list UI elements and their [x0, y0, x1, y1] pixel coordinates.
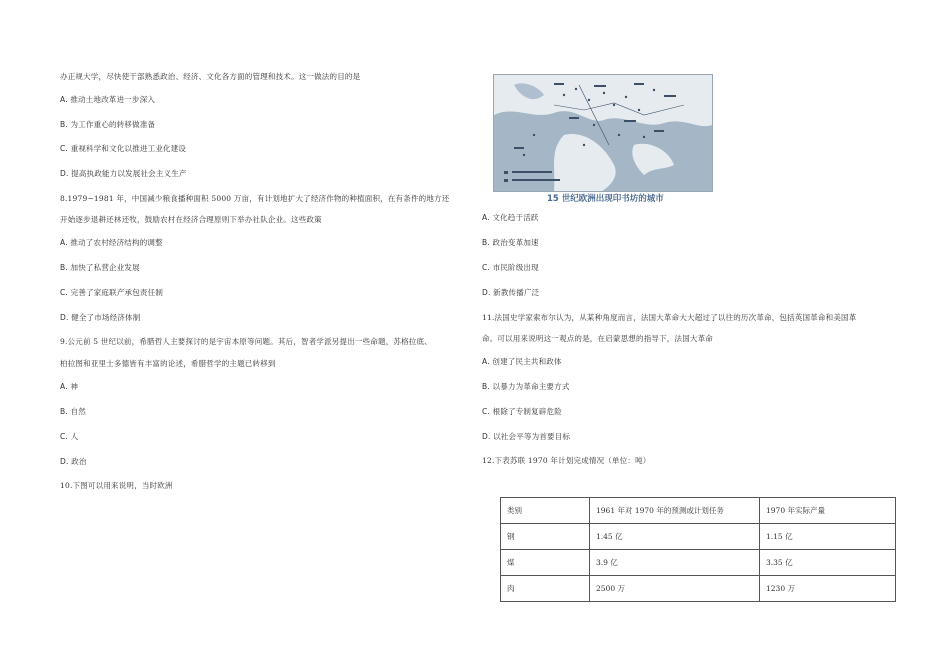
- q10-option-d[interactable]: [482, 288, 539, 298]
- option-text: 以暴力为革命主要方式: [492, 382, 570, 391]
- option-letter: A.: [60, 238, 68, 247]
- option-letter: C.: [60, 288, 69, 297]
- option-text: 新教传播广泛: [493, 288, 540, 297]
- option-letter: D.: [482, 432, 491, 441]
- option-letter: B.: [60, 120, 68, 129]
- option-letter: A.: [60, 382, 68, 391]
- option-letter: D.: [60, 169, 69, 178]
- option-text: 加快了私营企业发展: [70, 263, 140, 272]
- option-letter: D.: [60, 457, 69, 466]
- table-cell: 煤: [501, 550, 590, 576]
- option-letter: B.: [482, 238, 490, 247]
- q8-option-a[interactable]: [60, 238, 163, 248]
- q10-option-b[interactable]: [482, 238, 539, 248]
- option-letter: D.: [60, 313, 69, 322]
- q7-option-c[interactable]: [60, 144, 186, 154]
- option-letter: A.: [482, 357, 490, 366]
- q8-option-c[interactable]: [60, 288, 163, 298]
- option-text: 政治: [71, 457, 87, 466]
- option-text: 推动了农村经济结构的调整: [70, 238, 163, 247]
- option-text: 创建了民主共和政体: [492, 357, 562, 366]
- q10-intro: 10.下图可以用来说明，当时欧洲: [60, 481, 173, 490]
- table-cell: 3.35 亿: [760, 550, 896, 576]
- option-text: 文化趋于活跃: [492, 213, 539, 222]
- option-text: 根除了专制复辟危险: [492, 407, 562, 416]
- q9-option-c[interactable]: [60, 432, 78, 442]
- soviet-plan-table: [500, 497, 896, 602]
- q9-option-d[interactable]: [60, 457, 87, 467]
- q8-option-d[interactable]: [60, 313, 140, 323]
- map-caption: 15 世纪欧洲出现印书坊的城市: [547, 194, 664, 204]
- q12-intro: 12.下表苏联 1970 年计划完成情况（单位：吨）: [482, 456, 651, 465]
- option-text: 自然: [70, 407, 86, 416]
- table-cell: 1.45 亿: [590, 524, 760, 550]
- q11-option-a[interactable]: [482, 357, 562, 367]
- option-letter: C.: [482, 407, 491, 416]
- option-text: 市民阶级出现: [492, 263, 539, 272]
- table-cell: 钢: [501, 524, 590, 550]
- q8-option-b[interactable]: [60, 263, 140, 273]
- option-letter: D.: [482, 288, 491, 297]
- option-text: 政治变革加速: [492, 238, 539, 247]
- table-row: [501, 524, 896, 550]
- q7-option-a[interactable]: [60, 95, 155, 105]
- q10-option-a[interactable]: [482, 213, 539, 223]
- q9-option-a[interactable]: [60, 382, 78, 392]
- map-illustration: [494, 75, 712, 191]
- q9-stem-line1: 9.公元前 5 世纪以前，希腊哲人主要探讨的是宇宙本原等问题。其后，智者学派另提出一些命题，苏格拉底、: [60, 337, 432, 346]
- table-cell: 2500 万: [590, 576, 760, 602]
- q11-option-c[interactable]: [482, 407, 562, 417]
- option-text: 提高执政能力以发展社会主义生产: [71, 169, 187, 178]
- q11-stem-line1: 11.法国史学家索布尔认为，从某种角度而言，法国大革命大大超过了以往的历次革命，包括英国革命和美国革: [482, 313, 857, 322]
- option-letter: C.: [482, 263, 491, 272]
- option-text: 人: [70, 432, 79, 441]
- q8-stem-line1: 8.1979~1981 年，中国减少粮食播种面积 5000 万亩，有计划地扩大了经济作物的种植面积，在有条件的地方还: [60, 194, 450, 203]
- table-row: [501, 550, 896, 576]
- option-letter: B.: [60, 407, 68, 416]
- table-row: [501, 576, 896, 602]
- option-text: 神: [70, 382, 79, 391]
- table-header-cell: 类别: [501, 498, 590, 524]
- europe-printing-map: [493, 74, 713, 192]
- option-text: 以社会平等为首要目标: [493, 432, 571, 441]
- table-header-cell: 1970 年实际产量: [760, 498, 896, 524]
- option-text: 健全了市场经济体制: [71, 313, 141, 322]
- option-text: 推动土地改革进一步深入: [70, 95, 156, 104]
- option-text: 为工作重心的转移做准备: [70, 120, 156, 129]
- table-cell: 1230 万: [760, 576, 896, 602]
- table-header-row: [501, 498, 896, 524]
- q8-stem-line2: 开始逐步退耕还林还牧，鼓励农村在经济合理原则下举办社队企业。这些政策: [60, 215, 322, 224]
- option-letter: B.: [482, 382, 490, 391]
- q9-stem-line2: 柏拉图和亚里士多德皆有丰富的论述，希腊哲学的主题已转移到: [60, 359, 276, 368]
- option-letter: C.: [60, 144, 69, 153]
- option-text: 完善了家庭联产承包责任制: [70, 288, 164, 297]
- option-letter: A.: [60, 95, 68, 104]
- q10-option-c[interactable]: [482, 263, 539, 273]
- table-cell: 肉: [501, 576, 590, 602]
- q11-stem-line2: 命。可以用来说明这一观点的是，在启蒙思想的指导下，法国大革命: [482, 334, 713, 343]
- q9-option-b[interactable]: [60, 407, 86, 417]
- table-cell: 1.15 亿: [760, 524, 896, 550]
- option-text: 重视科学和文化以推进工业化建设: [70, 144, 187, 153]
- q7-intro: 办正规大学，尽快使干部熟悉政治、经济、文化各方面的管理和技术。这一做法的目的是: [60, 72, 361, 81]
- option-letter: C.: [60, 432, 69, 441]
- q7-option-b[interactable]: [60, 120, 155, 130]
- q11-option-d[interactable]: [482, 432, 570, 442]
- table-header-cell: 1961 年对 1970 年的预测或计划任务: [590, 498, 760, 524]
- option-letter: B.: [60, 263, 68, 272]
- q11-option-b[interactable]: [482, 382, 570, 392]
- option-letter: A.: [482, 213, 490, 222]
- q7-option-d[interactable]: [60, 169, 187, 179]
- table-cell: 3.9 亿: [590, 550, 760, 576]
